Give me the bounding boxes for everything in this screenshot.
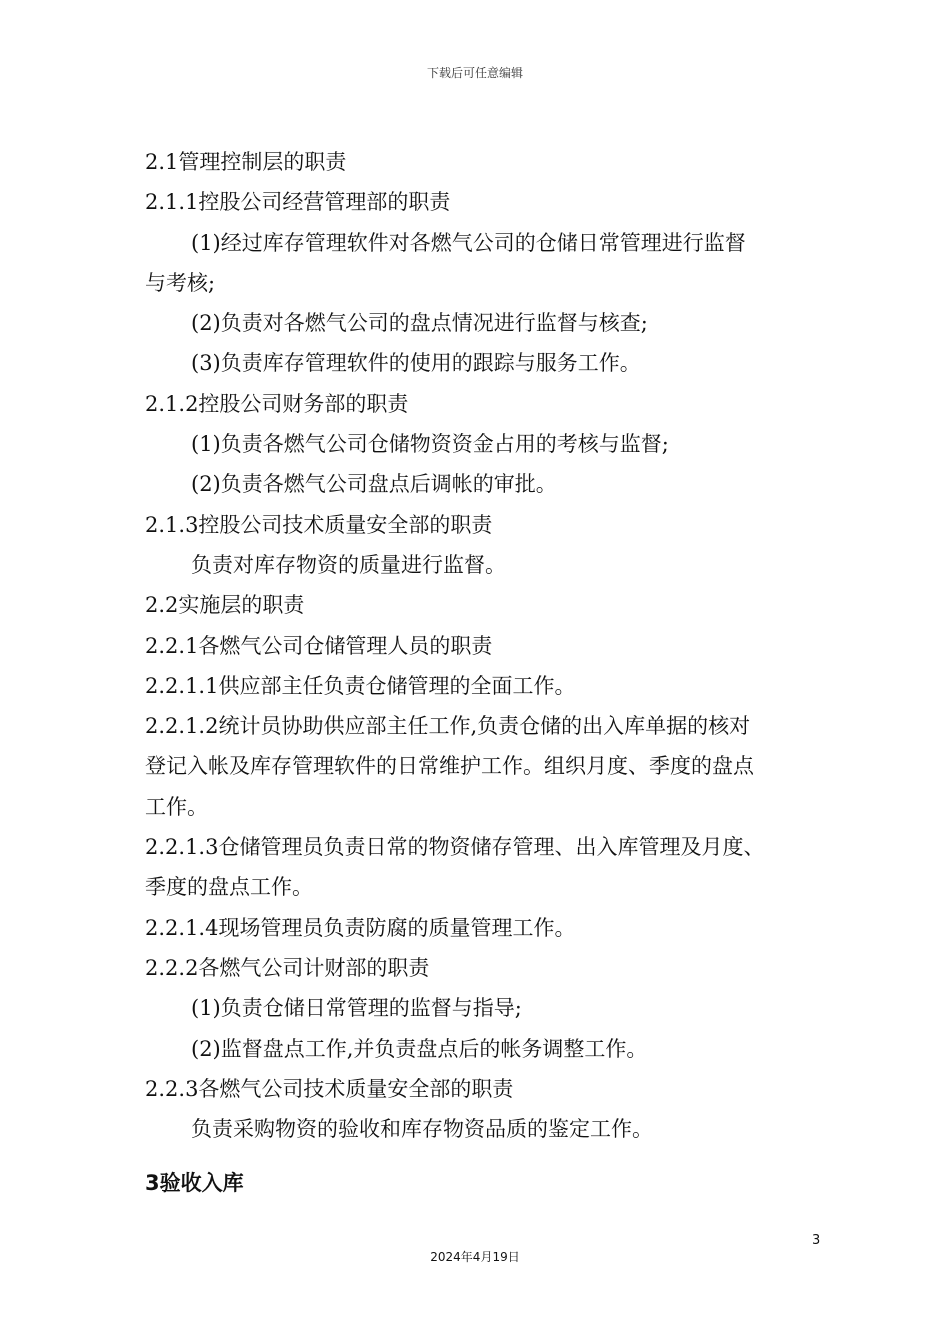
paragraph: 负责对库存物资的质量进行监督。: [191, 552, 506, 577]
subsection-title-2-1-1: 2.1.1控股公司经营管理部的职责: [145, 190, 451, 215]
subsection-title-2-1-3: 2.1.3控股公司技术质量安全部的职责: [145, 512, 493, 537]
section-title-2-1: 2.1管理控制层的职责: [145, 150, 347, 174]
subsection-title-2-2-3: 2.2.3各燃气公司技术质量安全部的职责: [145, 1076, 514, 1101]
list-item: (1)经过库存管理软件对各燃气公司的仓储日常管理进行监督: [191, 230, 746, 255]
section-title-2-2: 2.2实施层的职责: [145, 593, 305, 618]
subsection-title-2-2-2: 2.2.2各燃气公司计财部的职责: [145, 955, 430, 980]
clause-continuation: 登记入帐及库存管理软件的日常维护工作。组织月度、季度的盘点: [145, 754, 754, 779]
page-number: 3: [812, 1233, 821, 1248]
list-item: (1)负责仓储日常管理的监督与指导;: [191, 996, 522, 1021]
clause-2-2-1-1: 2.2.1.1供应部主任负责仓储管理的全面工作。: [145, 673, 576, 698]
clause-continuation: 工作。: [145, 794, 208, 819]
paragraph: 负责采购物资的验收和库存物资品质的鉴定工作。: [191, 1117, 653, 1142]
list-item: (2)监督盘点工作,并负责盘点后的帐务调整工作。: [191, 1036, 648, 1061]
page-header-note: 下载后可任意编辑: [426, 66, 523, 80]
clause-continuation: 季度的盘点工作。: [145, 875, 313, 900]
list-item: (3)负责库存管理软件的使用的跟踪与服务工作。: [191, 351, 641, 376]
list-item: (2)负责各燃气公司盘点后调帐的审批。: [191, 472, 557, 497]
section-heading-3: 3验收入库: [145, 1171, 244, 1196]
subsection-title-2-1-2: 2.1.2控股公司财务部的职责: [145, 391, 409, 416]
list-item: (2)负责对各燃气公司的盘点情况进行监督与核查;: [191, 311, 648, 336]
footer-date: 2024年4月19日: [430, 1250, 520, 1264]
list-item: (1)负责各燃气公司仓储物资资金占用的考核与监督;: [191, 432, 669, 457]
list-item-continuation: 与考核;: [145, 270, 216, 295]
clause-2-2-1-3: 2.2.1.3仓储管理员负责日常的物资储存管理、出入库管理及月度、: [145, 835, 765, 860]
clause-2-2-1-2: 2.2.1.2统计员协助供应部主任工作,负责仓储的出入库单据的核对: [145, 714, 751, 739]
clause-2-2-1-4: 2.2.1.4现场管理员负责防腐的质量管理工作。: [145, 915, 576, 940]
subsection-title-2-2-1: 2.2.1各燃气公司仓储管理人员的职责: [145, 633, 493, 658]
document-body: [145, 142, 845, 1203]
